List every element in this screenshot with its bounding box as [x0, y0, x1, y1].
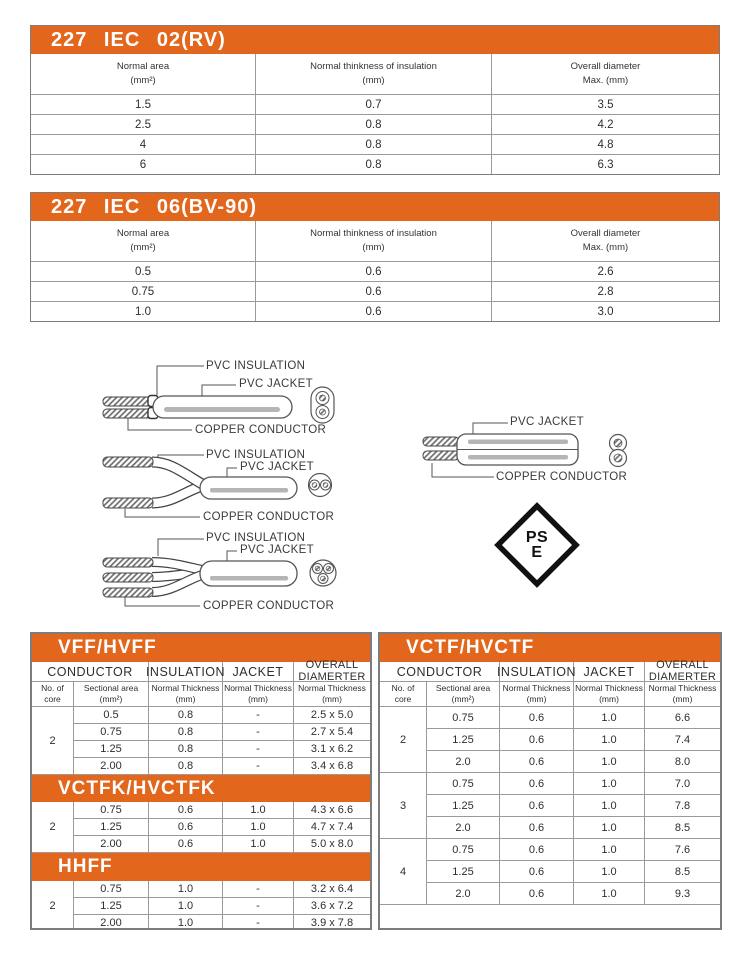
table-title: VFF/HVFF: [58, 637, 157, 658]
table-title: 227 IEC 02(RV): [51, 28, 226, 51]
table-cell: 1.0: [574, 773, 645, 795]
table-cell: 1.25: [74, 819, 149, 836]
table-cell: 0.75: [31, 281, 256, 301]
table-cell: 3.6 x 7.2: [294, 898, 370, 915]
table-cell: 0.8: [149, 741, 223, 758]
table-title: HHFF: [58, 856, 113, 877]
column-header: INSULATION: [149, 662, 223, 682]
table-cell: 1.25: [74, 741, 149, 758]
column-header: JACKET: [574, 662, 645, 682]
table-cell: 0.75: [74, 881, 149, 898]
table-cell: 7.4: [645, 729, 720, 751]
table-cell: 3.5: [492, 94, 719, 114]
table-cell: 4.8: [492, 134, 719, 154]
pvc-jacket-label: PVC JACKET: [240, 544, 314, 556]
table-cell: 8.5: [645, 817, 720, 839]
table-title: VCTF/HVCTF: [406, 637, 535, 658]
table-cell: 6.3: [492, 154, 719, 174]
table-cell: 0.75: [427, 773, 500, 795]
table-cell: 3.9 x 7.8: [294, 915, 370, 930]
column-header: CONDUCTOR: [380, 662, 500, 682]
table-cell: 0.8: [256, 154, 492, 174]
table-cell: 1.0: [574, 795, 645, 817]
table-cell: 0.75: [74, 724, 149, 741]
table-cell: -: [223, 758, 294, 775]
copper-conductor-label: COPPER CONDUCTOR: [203, 511, 335, 523]
column-header: OVERALL DIAMERTER: [294, 662, 370, 682]
table-cell: 9.3: [645, 883, 720, 905]
copper-conductor-label: COPPER CONDUCTOR: [203, 600, 335, 612]
pse-text: PS E: [525, 528, 549, 561]
table-cell: 4: [31, 134, 256, 154]
table-cell: 1.0: [223, 836, 294, 853]
column-header: Overall diameter Max. (mm): [570, 60, 641, 86]
table-cell: 0.6: [500, 751, 574, 773]
column-header: Overall diameter Max. (mm): [570, 227, 641, 253]
column-subheader: No. of core: [32, 682, 74, 707]
column-subheader: Normal Thickness (mm): [574, 682, 645, 707]
table-cell: 2.0: [427, 817, 500, 839]
table-cell: 3.0: [492, 301, 719, 321]
cable-diagram-round-2core: [100, 446, 345, 530]
pvc-insulation-label: PVC INSULATION: [206, 360, 306, 372]
table-title: VCTFK/HVCTFK: [58, 777, 216, 799]
table-cell: 1.0: [31, 301, 256, 321]
column-subheader: Sectional area (mm²): [427, 682, 500, 707]
column-header: Normal area (mm²): [31, 54, 256, 94]
table-body: [32, 802, 370, 853]
table-banner: [32, 853, 370, 881]
table-cell: 1.0: [149, 915, 223, 930]
table-cell: 2.00: [74, 836, 149, 853]
table-cell: 1.25: [427, 729, 500, 751]
vff-spec-table: [30, 632, 372, 930]
column-header: CONDUCTOR: [32, 662, 149, 682]
table-title: 227 IEC 06(BV-90): [51, 195, 257, 218]
table-cell: 0.6: [500, 729, 574, 751]
table-row: [31, 94, 719, 114]
table-cell: 1.0: [223, 819, 294, 836]
table-cell: 8.0: [645, 751, 720, 773]
table-header-row: [31, 54, 719, 94]
table-cell: 0.6: [500, 817, 574, 839]
cable-diagram-parallel-cord: [420, 410, 650, 488]
pvc-insulation-label: PVC INSULATION: [206, 532, 306, 544]
table-cell: 0.5: [74, 707, 149, 724]
table-cell: 0.6: [149, 802, 223, 819]
column-subheader: Sectional area (mm²): [74, 682, 149, 707]
table-header-row: [32, 658, 370, 683]
table-cell: 0.6: [500, 773, 574, 795]
column-header: Normal thinkness of insulation (mm): [256, 221, 492, 261]
table-cell: 1.0: [149, 898, 223, 915]
table-row: [31, 134, 719, 154]
table-cell: 0.75: [427, 707, 500, 729]
table-cell: 3.4 x 6.8: [294, 758, 370, 775]
table-cell: 7.8: [645, 795, 720, 817]
table-cell: -: [223, 915, 294, 930]
pvc-insulation-label: PVC INSULATION: [206, 449, 306, 461]
vctf-spec-table: [378, 632, 722, 930]
table-row: [31, 261, 719, 281]
table-cell: 8.5: [645, 861, 720, 883]
table-cell: 4.2: [492, 114, 719, 134]
table-empty-strip: [380, 905, 720, 930]
table-cell: 0.8: [256, 114, 492, 134]
spec-table-iec06: [30, 192, 720, 322]
spec-table-iec02: [30, 25, 720, 175]
table-banner: [32, 775, 370, 802]
column-header: Normal thinkness of insulation (mm): [256, 54, 492, 94]
pse-certification-mark: [494, 502, 580, 588]
copper-conductor-label: COPPER CONDUCTOR: [195, 424, 327, 436]
table-cell: 4.7 x 7.4: [294, 819, 370, 836]
column-subheader: Normal Thickness (mm): [294, 682, 370, 707]
table-cell: 1.25: [74, 898, 149, 915]
core-count-cell: 3: [380, 773, 427, 839]
table-header-row: [380, 658, 720, 683]
table-banner: [31, 26, 719, 54]
column-header: OVERALL DIAMERTER: [645, 662, 720, 682]
table-cell: -: [223, 741, 294, 758]
table-cell: -: [223, 707, 294, 724]
table-cell: 2.0: [427, 883, 500, 905]
table-cell: 4.3 x 6.6: [294, 802, 370, 819]
column-header: JACKET: [223, 662, 294, 682]
table-cell: 2.0: [427, 751, 500, 773]
table-cell: 2.6: [492, 261, 719, 281]
core-count-cell: 2: [32, 802, 74, 853]
table-cell: 0.6: [256, 281, 492, 301]
table-cell: 1.0: [223, 802, 294, 819]
table-cell: 7.6: [645, 839, 720, 861]
table-cell: 1.0: [574, 751, 645, 773]
table-row: [31, 154, 719, 174]
pvc-jacket-label: PVC JACKET: [510, 416, 584, 428]
table-body: [380, 707, 720, 905]
cable-diagram-flat-2core: [100, 356, 345, 444]
table-cell: 2.5: [31, 114, 256, 134]
table-cell: 2.00: [74, 758, 149, 775]
table-cell: 0.8: [149, 758, 223, 775]
table-cell: 1.25: [427, 861, 500, 883]
table-banner: [32, 634, 370, 662]
table-cell: 0.6: [500, 861, 574, 883]
table-cell: 0.8: [149, 724, 223, 741]
core-count-cell: 2: [32, 881, 74, 930]
table-row: [31, 301, 719, 321]
table-cell: -: [223, 724, 294, 741]
table-cell: 0.6: [149, 819, 223, 836]
pvc-jacket-label: PVC JACKET: [239, 378, 313, 390]
table-cell: 6: [31, 154, 256, 174]
table-cell: 0.75: [74, 802, 149, 819]
table-cell: 1.0: [574, 861, 645, 883]
table-cell: 0.8: [256, 134, 492, 154]
table-cell: 0.8: [149, 707, 223, 724]
table-cell: 0.6: [149, 836, 223, 853]
table-cell: 0.6: [500, 883, 574, 905]
core-count-cell: 2: [380, 707, 427, 773]
table-cell: 1.5: [31, 94, 256, 114]
table-cell: 1.0: [574, 729, 645, 751]
table-cell: 0.7: [256, 94, 492, 114]
table-cell: 1.25: [427, 795, 500, 817]
table-subheader-row: [32, 682, 370, 707]
core-count-cell: 2: [32, 707, 74, 775]
table-cell: 0.6: [500, 795, 574, 817]
table-cell: 7.0: [645, 773, 720, 795]
table-banner: [31, 193, 719, 221]
table-cell: 2.7 x 5.4: [294, 724, 370, 741]
column-header: INSULATION: [500, 662, 574, 682]
table-cell: 1.0: [574, 817, 645, 839]
column-subheader: Normal Thickness (mm): [500, 682, 574, 707]
table-cell: 0.5: [31, 261, 256, 281]
copper-conductor-label: COPPER CONDUCTOR: [496, 471, 628, 483]
table-body: [32, 707, 370, 775]
table-cell: 0.6: [256, 261, 492, 281]
column-subheader: Normal Thickness (mm): [149, 682, 223, 707]
table-cell: 1.0: [574, 883, 645, 905]
core-count-cell: 4: [380, 839, 427, 905]
column-subheader: Normal Thickness (mm): [645, 682, 720, 707]
cable-diagram-round-3core: [100, 530, 345, 616]
table-cell: 0.6: [500, 707, 574, 729]
table-cell: 2.5 x 5.0: [294, 707, 370, 724]
table-cell: 0.6: [500, 839, 574, 861]
table-subheader-row: [380, 682, 720, 707]
column-subheader: No. of core: [380, 682, 427, 707]
table-cell: 1.0: [574, 707, 645, 729]
table-cell: 1.0: [149, 881, 223, 898]
table-cell: 5.0 x 8.0: [294, 836, 370, 853]
table-cell: -: [223, 881, 294, 898]
table-cell: 2.8: [492, 281, 719, 301]
table-cell: 3.1 x 6.2: [294, 741, 370, 758]
table-header-row: [31, 221, 719, 261]
table-banner: [380, 634, 720, 662]
table-cell: 2.00: [74, 915, 149, 930]
table-cell: -: [223, 898, 294, 915]
column-subheader: Normal Thickness (mm): [223, 682, 294, 707]
table-cell: 0.75: [427, 839, 500, 861]
table-row: [31, 281, 719, 301]
pvc-jacket-label: PVC JACKET: [240, 461, 314, 473]
table-cell: 0.6: [256, 301, 492, 321]
table-cell: 6.6: [645, 707, 720, 729]
table-body: [32, 881, 370, 930]
column-header: Normal area (mm²): [31, 221, 256, 261]
table-cell: 3.2 x 6.4: [294, 881, 370, 898]
table-row: [31, 114, 719, 134]
table-cell: 1.0: [574, 839, 645, 861]
